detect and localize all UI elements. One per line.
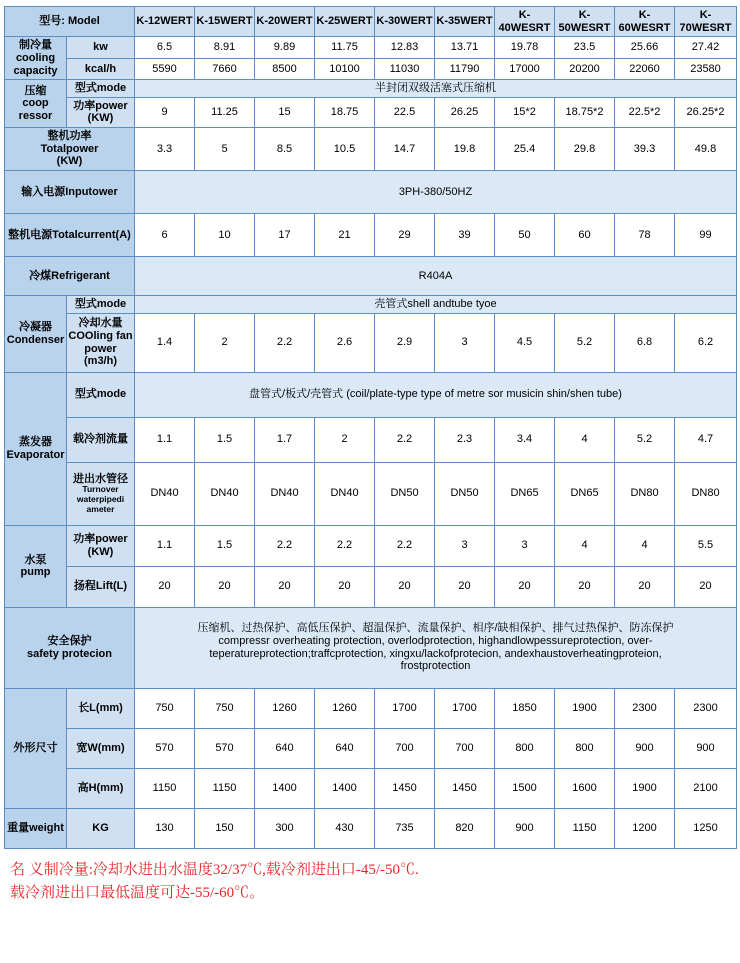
- cell: 1200: [615, 808, 675, 848]
- cell: 11.75: [315, 37, 375, 58]
- cell: 150: [195, 808, 255, 848]
- cell: 2.9: [375, 313, 435, 372]
- cell: 430: [315, 808, 375, 848]
- cell: 4.5: [495, 313, 555, 372]
- evaporator-mode-value: 盘管式/板式/壳管式 (coil/plate-type type of metre sor musicin shin/shen tube): [135, 372, 737, 417]
- cell: 6: [135, 214, 195, 257]
- cell: 700: [435, 728, 495, 768]
- safety-value-line4: frostprotection: [400, 660, 471, 673]
- pump-power-label: 功率power (KW): [67, 525, 135, 566]
- cell: 3.4: [495, 417, 555, 462]
- condenser-water-label: [67, 313, 135, 372]
- unit-kw: kw: [67, 37, 135, 58]
- model-cell: K-60WESRT: [615, 7, 675, 37]
- cell: DN65: [495, 462, 555, 525]
- model-cell: K-35WERT: [435, 7, 495, 37]
- cell: 11790: [435, 58, 495, 79]
- evaporator-pipe-label: [67, 462, 135, 525]
- evaporator-pipe-label-line1: 进出水管径: [73, 472, 128, 485]
- cell: 10.5: [315, 128, 375, 171]
- cell: DN40: [135, 462, 195, 525]
- safety-value-line2: compressr overheating protection, overlodprotection, highandlowpessureprotection, over-: [218, 635, 653, 648]
- table-row-model: [5, 7, 737, 37]
- table-row-weight: [5, 808, 737, 848]
- total-power-label-line1: 整机功率: [47, 130, 92, 143]
- cell: 8500: [255, 58, 315, 79]
- cell: 29: [375, 214, 435, 257]
- cell: 21: [315, 214, 375, 257]
- cell: 1250: [675, 808, 737, 848]
- unit-kcal: kcal/h: [67, 58, 135, 79]
- cell: 1400: [315, 768, 375, 808]
- cell: 5: [195, 128, 255, 171]
- cell: 39.3: [615, 128, 675, 171]
- cell: 1.1: [135, 525, 195, 566]
- cell: 3: [435, 313, 495, 372]
- cell: 3.3: [135, 128, 195, 171]
- cell: 1.5: [195, 417, 255, 462]
- cell: 9: [135, 97, 195, 127]
- cell: 1700: [375, 688, 435, 728]
- cell: 78: [615, 214, 675, 257]
- cell: 1850: [495, 688, 555, 728]
- height-label: 高H(mm): [67, 768, 135, 808]
- cell: 20: [195, 566, 255, 607]
- cell: 7660: [195, 58, 255, 79]
- cell: 22.5*2: [615, 97, 675, 127]
- pump-lift-label: 扬程Lift(L): [67, 566, 135, 607]
- safety-value: [135, 607, 737, 688]
- condenser-label: [5, 296, 67, 373]
- cell: 4.7: [675, 417, 737, 462]
- cell: 14.7: [375, 128, 435, 171]
- table-row-pump-power: [5, 525, 737, 566]
- cell: 20: [495, 566, 555, 607]
- table-row-cooling-kcal: [5, 58, 737, 79]
- model-cell: K-30WERT: [375, 7, 435, 37]
- condenser-water-label-line1: 冷却水量: [78, 317, 123, 330]
- safety-value-line1: 压缩机、过热保护、高低压保护、超温保护、流量保护、相序/缺相保护、排气过热保护、防冻保护: [197, 622, 674, 635]
- condenser-label-line2: Condenser: [6, 333, 65, 346]
- cell: 800: [495, 728, 555, 768]
- pump-label-line1: 水泵: [24, 553, 47, 566]
- cell: 900: [675, 728, 737, 768]
- footnotes: [10, 859, 736, 906]
- cell: 2.2: [375, 417, 435, 462]
- cell: 39: [435, 214, 495, 257]
- cell: DN50: [435, 462, 495, 525]
- cell: 1150: [135, 768, 195, 808]
- cell: 20: [615, 566, 675, 607]
- cell: 1260: [315, 688, 375, 728]
- table-row-evaporator-pipe: [5, 462, 737, 525]
- safety-label: [5, 607, 135, 688]
- cell: 2.6: [315, 313, 375, 372]
- table-row-refrigerant: [5, 257, 737, 296]
- table-row-width: [5, 728, 737, 768]
- cell: 2300: [615, 688, 675, 728]
- safety-value-line3: teperatureprotection;traffcprotection, xingxu/lackofprotecion, andexhaustoverheatingproteion,: [209, 647, 662, 660]
- cell: 20: [675, 566, 737, 607]
- condenser-water-label-line3: power (m3/h): [84, 342, 117, 368]
- cell: 1900: [615, 768, 675, 808]
- pump-label: [5, 525, 67, 607]
- cell: DN80: [675, 462, 737, 525]
- cell: 4: [555, 417, 615, 462]
- evaporator-pipe-label-line4: ameter: [86, 503, 115, 514]
- cell: 27.42: [675, 37, 737, 58]
- table-row-compressor-power: [5, 97, 737, 127]
- total-power-label-line3: (KW): [56, 155, 83, 168]
- model-cell: K-12WERT: [135, 7, 195, 37]
- model-row-label: 型号: Model: [5, 7, 135, 37]
- cell: 2.3: [435, 417, 495, 462]
- model-cell: K-15WERT: [195, 7, 255, 37]
- total-power-label: [5, 128, 135, 171]
- model-cell: K-70WESRT: [675, 7, 737, 37]
- cell: 19.8: [435, 128, 495, 171]
- compressor-label-line1: 压缩: [24, 84, 47, 97]
- cell: 5.2: [555, 313, 615, 372]
- condenser-water-label-line2: COOling fan: [68, 330, 133, 343]
- refrigerant-value: R404A: [135, 257, 737, 296]
- cell: 25.66: [615, 37, 675, 58]
- cell: 20: [555, 566, 615, 607]
- cell: 130: [135, 808, 195, 848]
- cell: 6.5: [135, 37, 195, 58]
- cooling-capacity-label-line3: capacity: [13, 64, 58, 77]
- cell: 1.5: [195, 525, 255, 566]
- cell: 570: [135, 728, 195, 768]
- cell: 2.2: [255, 313, 315, 372]
- cell: 13.71: [435, 37, 495, 58]
- cell: 1450: [435, 768, 495, 808]
- cell: 700: [375, 728, 435, 768]
- cell: 10100: [315, 58, 375, 79]
- cell: 20: [435, 566, 495, 607]
- footnote-line-2: 载冷剂进出口最低温度可达-55/-60℃。: [10, 884, 265, 901]
- cell: 1260: [255, 688, 315, 728]
- safety-label-line1: 安全保护: [47, 635, 92, 648]
- cell: 3: [435, 525, 495, 566]
- cell: 2.2: [315, 525, 375, 566]
- cell: 17000: [495, 58, 555, 79]
- cell: 750: [195, 688, 255, 728]
- compressor-label: [5, 80, 67, 128]
- safety-label-line2: safety protecion: [27, 647, 112, 660]
- weight-unit: KG: [67, 808, 135, 848]
- cell: DN50: [375, 462, 435, 525]
- cell: DN40: [255, 462, 315, 525]
- cell: 23580: [675, 58, 737, 79]
- cell: 1900: [555, 688, 615, 728]
- cooling-capacity-label-line1: 制冷量: [19, 39, 52, 52]
- table-row-pump-lift: [5, 566, 737, 607]
- table-row-length: [5, 688, 737, 728]
- condenser-label-line1: 冷凝器: [19, 321, 52, 334]
- condenser-mode-value: 壳管式shell andtube tyoe: [135, 296, 737, 314]
- cell: 640: [315, 728, 375, 768]
- cell: 1700: [435, 688, 495, 728]
- cell: 99: [675, 214, 737, 257]
- evaporator-pipe-label-line2: Turnover: [82, 484, 119, 495]
- table-row-cooling-kw: [5, 37, 737, 58]
- compressor-label-line2: coop: [22, 97, 49, 110]
- evaporator-mode-label: 型式mode: [67, 372, 135, 417]
- table-row-evaporator-flow: [5, 417, 737, 462]
- cell: 20: [315, 566, 375, 607]
- evaporator-label-line1: 蒸发器: [19, 436, 52, 449]
- cell: 11030: [375, 58, 435, 79]
- cell: 12.83: [375, 37, 435, 58]
- table-row-total-power: [5, 128, 737, 171]
- table-row-condenser-mode: [5, 296, 737, 314]
- cell: 1.1: [135, 417, 195, 462]
- cell: 5.2: [615, 417, 675, 462]
- cell: 750: [135, 688, 195, 728]
- compressor-power-label-line1: 功率power: [73, 99, 128, 112]
- input-power-value: 3PH-380/50HZ: [135, 171, 737, 214]
- cell: 900: [495, 808, 555, 848]
- model-cell: K-40WESRT: [495, 7, 555, 37]
- cell: 20200: [555, 58, 615, 79]
- cell: 1600: [555, 768, 615, 808]
- compressor-power-label: [67, 97, 135, 127]
- cell: 20: [135, 566, 195, 607]
- cell: 1500: [495, 768, 555, 808]
- cell: 18.75*2: [555, 97, 615, 127]
- cell: 2100: [675, 768, 737, 808]
- cooling-capacity-label: [5, 37, 67, 80]
- cell: 19.78: [495, 37, 555, 58]
- table-row-condenser-water: [5, 313, 737, 372]
- cell: 22.5: [375, 97, 435, 127]
- cell: 800: [555, 728, 615, 768]
- evaporator-pipe-label-line3: waterpipedi: [76, 494, 125, 505]
- model-cell: K-50WESRT: [555, 7, 615, 37]
- input-power-label: 输入电源Inputower: [5, 171, 135, 214]
- table-row-total-current: [5, 214, 737, 257]
- cell: 640: [255, 728, 315, 768]
- cell: 6.2: [675, 313, 737, 372]
- cell: 1450: [375, 768, 435, 808]
- cell: 10: [195, 214, 255, 257]
- cell: 735: [375, 808, 435, 848]
- total-power-label-line2: Totalpower: [40, 142, 99, 155]
- cell: 1150: [555, 808, 615, 848]
- cell: 8.91: [195, 37, 255, 58]
- cell: 4: [555, 525, 615, 566]
- table-row-compressor-mode: [5, 80, 737, 98]
- cell: 18.75: [315, 97, 375, 127]
- footnote-line-1: 名 义制冷量:冷却水进出水温度32/37℃,载冷剂进出口-45/-50℃.: [10, 861, 419, 878]
- cell: 5.5: [675, 525, 737, 566]
- width-label: 宽W(mm): [67, 728, 135, 768]
- specification-table: [4, 6, 737, 849]
- cell: 2: [195, 313, 255, 372]
- cell: 5590: [135, 58, 195, 79]
- compressor-mode-label: 型式mode: [67, 80, 135, 98]
- cell: 49.8: [675, 128, 737, 171]
- evaporator-flow-label: 载冷剂流量: [67, 417, 135, 462]
- cell: 17: [255, 214, 315, 257]
- cell: 29.8: [555, 128, 615, 171]
- refrigerant-label: 冷煤Refrigerant: [5, 257, 135, 296]
- compressor-power-label-line2: (KW): [87, 112, 114, 125]
- cell: 300: [255, 808, 315, 848]
- cell: 60: [555, 214, 615, 257]
- cell: 50: [495, 214, 555, 257]
- cell: 2.2: [255, 525, 315, 566]
- cell: 820: [435, 808, 495, 848]
- cell: DN80: [615, 462, 675, 525]
- compressor-label-line3: ressor: [18, 109, 53, 122]
- model-cell: K-25WERT: [315, 7, 375, 37]
- cell: 6.8: [615, 313, 675, 372]
- cell: 900: [615, 728, 675, 768]
- cell: 25.4: [495, 128, 555, 171]
- cell: 26.25*2: [675, 97, 737, 127]
- dimensions-label: 外形尺寸: [5, 688, 67, 808]
- cell: 8.5: [255, 128, 315, 171]
- evaporator-label-line2: Evaporator: [6, 448, 65, 461]
- table-row-evaporator-mode: [5, 372, 737, 417]
- table-row-height: [5, 768, 737, 808]
- cell: DN40: [195, 462, 255, 525]
- cell: 22060: [615, 58, 675, 79]
- cell: 20: [375, 566, 435, 607]
- cell: 9.89: [255, 37, 315, 58]
- cell: 15*2: [495, 97, 555, 127]
- cell: DN65: [555, 462, 615, 525]
- cell: 1.7: [255, 417, 315, 462]
- table-row-safety: [5, 607, 737, 688]
- cell: 2: [315, 417, 375, 462]
- table-row-input-power: [5, 171, 737, 214]
- cell: 3: [495, 525, 555, 566]
- model-cell: K-20WERT: [255, 7, 315, 37]
- cell: 2300: [675, 688, 737, 728]
- cell: 570: [195, 728, 255, 768]
- compressor-mode-value: 半封闭双级活塞式压缩机: [135, 80, 737, 98]
- cell: 1150: [195, 768, 255, 808]
- cooling-capacity-label-line2: cooling: [15, 51, 56, 64]
- weight-label: 重量weight: [5, 808, 67, 848]
- cell: 20: [255, 566, 315, 607]
- cell: DN40: [315, 462, 375, 525]
- cell: 26.25: [435, 97, 495, 127]
- cell: 1.4: [135, 313, 195, 372]
- cell: 2.2: [375, 525, 435, 566]
- cell: 1400: [255, 768, 315, 808]
- cell: 4: [615, 525, 675, 566]
- pump-label-line2: pump: [20, 566, 51, 579]
- cell: 23.5: [555, 37, 615, 58]
- condenser-mode-label: 型式mode: [67, 296, 135, 314]
- cell: 15: [255, 97, 315, 127]
- evaporator-label: [5, 372, 67, 525]
- total-current-label: 整机电源Totalcurrent(A): [5, 214, 135, 257]
- cell: 11.25: [195, 97, 255, 127]
- length-label: 长L(mm): [67, 688, 135, 728]
